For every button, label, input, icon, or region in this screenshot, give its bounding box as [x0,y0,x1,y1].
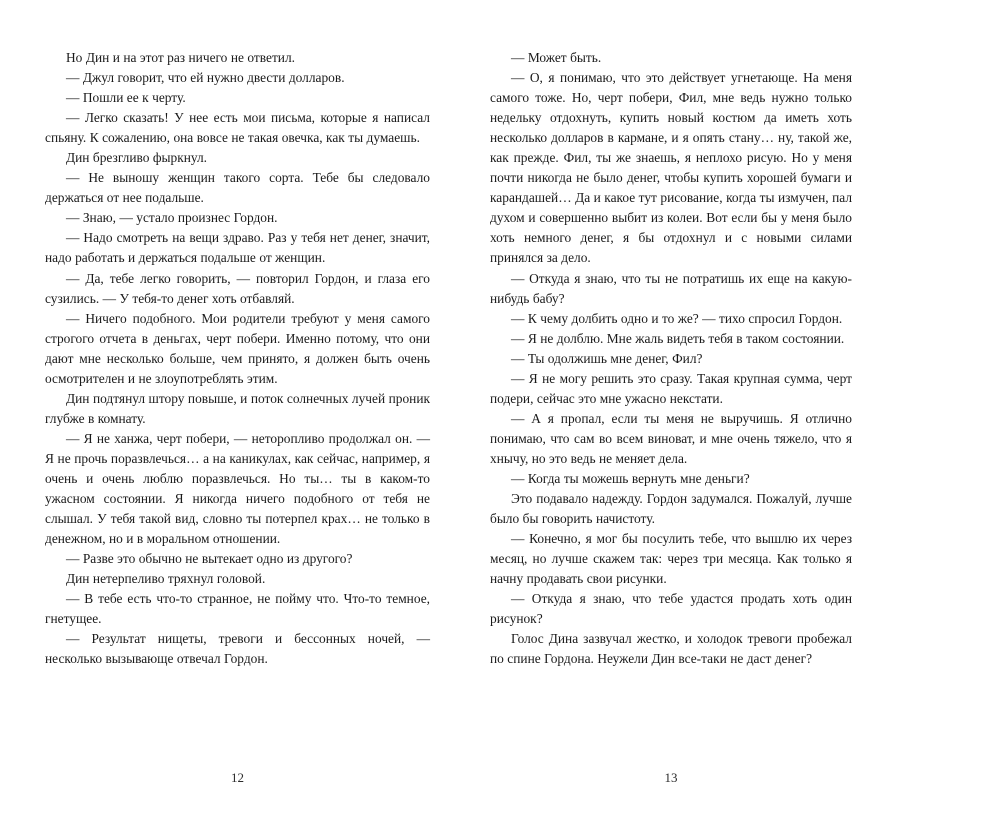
paragraph: — Разве это обычно не вытекает одно из другого? [66,551,353,567]
paragraph: — Пошли ее к черту. [66,90,186,106]
paragraph: — Откуда я знаю, что тебе удастся продать хоть один рисунок? [490,591,852,627]
paragraph: Но Дин и на этот раз ничего не ответил. [66,50,295,65]
paragraph: — К чему долбить одно и то же? — тихо спросил Гордон. [511,310,843,326]
paragraph: — Я не ханжа, черт побери, — неторопливо продолжал он. — Я не прочь поразвлечься… а на каникулах, как сейчас, например, я очень и очень люблю поразвлечься. Но ты… ты в каком-то ужасном состоянии. Я никогда ничего подобного от тебя не слышал. У тебя такой вид, словно ты потерпел крах… не только в денежном, но и в моральном отношении. [45,430,430,547]
paragraph: Дин нетерпеливо тряхнул головой. [66,571,266,587]
paragraph: — Ты одолжишь мне денег, Фил? [511,350,703,366]
paragraph: — Когда ты можешь вернуть мне деньги? [511,470,750,486]
left-page-text-column [45,48,430,669]
right-book-page [490,0,935,822]
paragraph: — А я пропал, если ты меня не выручишь. Я отлично понимаю, что сам во всем виноват, и мне очень тяжело, что я хнычу, но это ведь не меняет дела. [490,410,852,466]
paragraph: — Конечно, я мог бы посулить тебе, что вышлю их через месяц, но лучше скажем так: через три месяца. Как только я начну продавать свои рисунки. [490,531,852,587]
paragraph: — Да, тебе легко говорить, — повторил Гордон, и глаза его сузились. — У тебя-то денег хоть отбавляй. [45,270,430,306]
paragraph: — Легко сказать! У нее есть мои письма, которые я написал спьяну. К сожалению, она вовсе не такая овечка, как ты думаешь. [45,110,430,146]
paragraph: — Я не долблю. Мне жаль видеть тебя в таком состоянии. [511,330,845,346]
page-number: 12 [231,770,244,785]
paragraph: Дин подтянул штору повыше, и поток солнечных лучей проник глубже в комнату. [45,390,430,426]
paragraph: — Может быть. [511,50,602,65]
paragraph: Дин брезгливо фыркнул. [66,150,208,166]
paragraph: — Откуда я знаю, что ты не потратишь их еще на какую-нибудь бабу? [490,270,852,306]
paragraph: — Надо смотреть на вещи здраво. Раз у тебя нет денег, значит, надо работать и держаться подальше от женщин. [45,230,430,266]
page-number: 13 [664,770,678,785]
paragraph: Голос Дина зазвучал жестко, и холодок тревоги пробежал по спине Гордона. Неужели Дин все-таки не даст денег? [490,631,852,667]
paragraph: — Не выношу женщин такого сорта. Тебе бы следовало держаться от нее подальше. [45,170,430,206]
paragraph: — О, я понимаю, что это действует угнетающе. На меня самого тоже. Но, черт побери, Фил, мне ведь нужно только недельку отдохнуть, купить новый костюм да иметь хоть несколько долларов в кармане, и я опять стану… ну, такой же, как прежде. Фил, ты же знаешь, я неплохо рисую. Но у меня почти никогда не было денег, чтобы купить хорошей бумаги и карандашей… Да и какое тут рисование, когда ты измучен, пал духом и совершенно выбит из колеи. Вот если бы у меня было хоть немного денег, я бы отдохнул и с новыми силами принялся за дело. [490,70,852,266]
paragraph: — Джул говорит, что ей нужно двести долларов. [66,70,345,86]
paragraph: — В тебе есть что-то странное, не пойму что. Что-то темное, гнетущее. [45,591,430,627]
paragraph: — Я не могу решить это сразу. Такая крупная сумма, черт подери, сейчас это мне ужасно некстати. [490,370,852,406]
paragraph: — Знаю, — устало произнес Гордон. [66,210,278,226]
paragraph: — Результат нищеты, тревоги и бессонных ночей, — несколько вызывающе отвечал Гордон. [45,631,430,667]
paragraph: — Ничего подобного. Мои родители требуют у меня самого строгого отчета в деньгах, черт побери. Именно потому, что они дают мне несколько больше, чем принято, я должен быть очень осмотрителен и не злоупотреблять этим. [45,310,430,386]
paragraph: Это подавало надежду. Гордон задумался. Пожалуй, лучше было бы говорить начистоту. [490,491,852,527]
left-book-page [45,0,490,822]
right-page-text-column [490,48,852,669]
